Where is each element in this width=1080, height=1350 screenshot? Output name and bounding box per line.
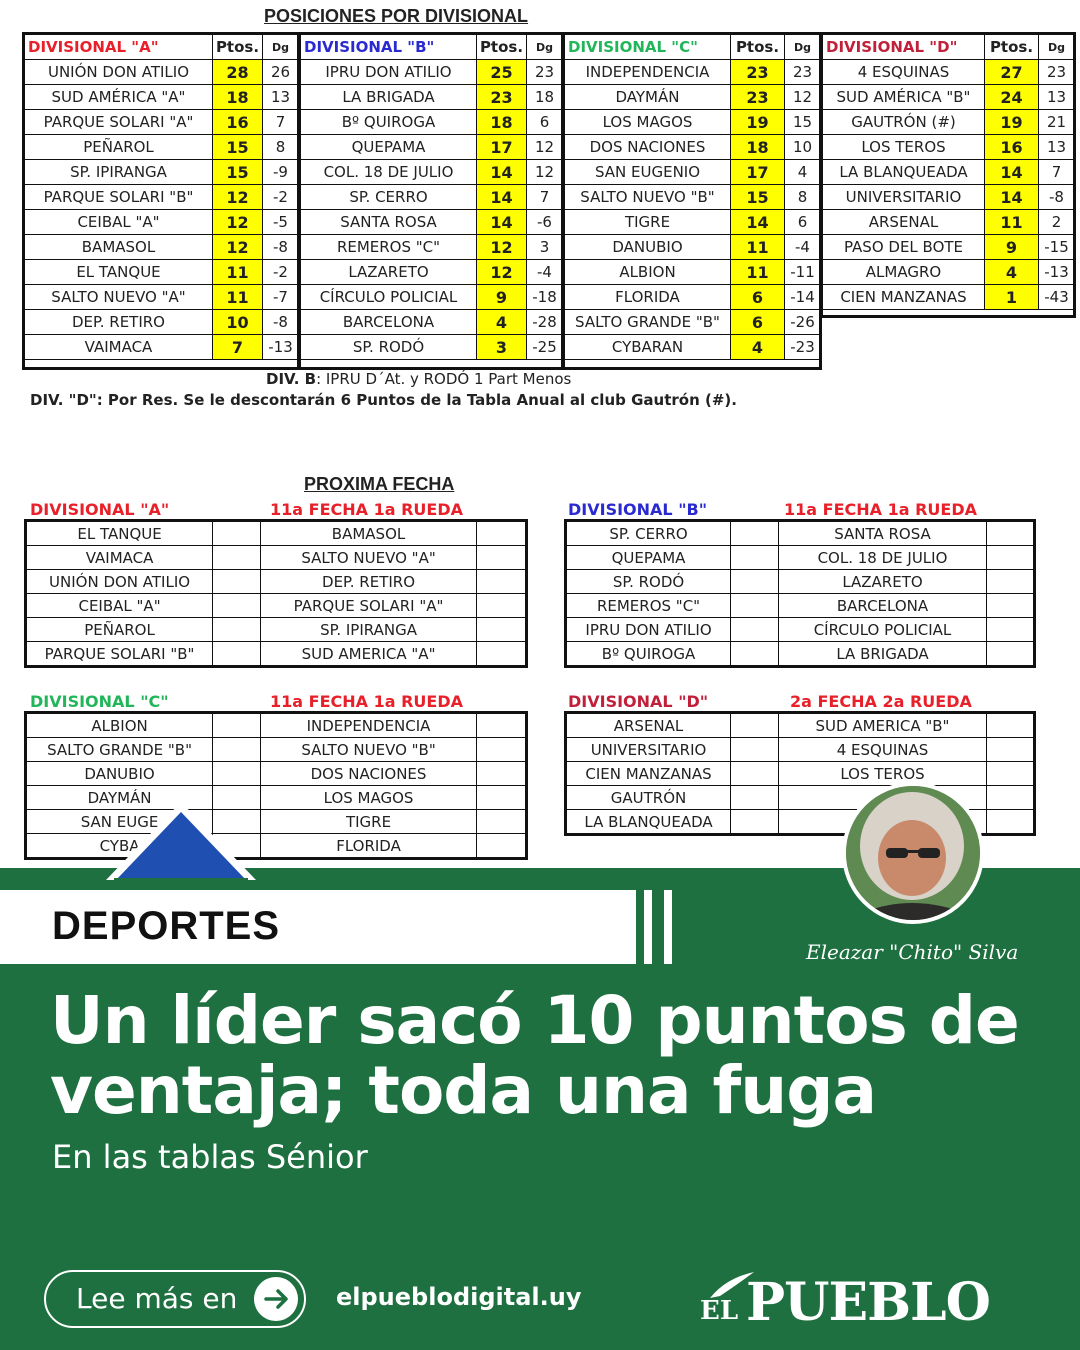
standings-box-b: [298, 32, 564, 370]
away-score-cell: [986, 546, 1034, 570]
division-name: DIVISIONAL "A": [25, 35, 213, 60]
points-cell: 15: [213, 135, 263, 160]
points-cell: 3: [477, 335, 527, 360]
goal-diff-cell: 13: [1039, 85, 1075, 110]
points-cell: 23: [731, 85, 785, 110]
goal-diff-cell: -8: [263, 235, 299, 260]
logo-text: PUEBLO: [746, 1272, 990, 1333]
away-score-cell: [986, 713, 1034, 738]
home-score-cell: [213, 762, 261, 786]
table-row: [566, 618, 1035, 642]
points-cell: 6: [731, 285, 785, 310]
goal-diff-cell: 7: [263, 110, 299, 135]
note-div-d: DIV. "D": Por Res. Se le descontarán 6 Puntos de la Tabla Anual al club Gautrón (#).: [30, 391, 737, 409]
dg-header: Dg: [785, 35, 821, 60]
points-cell: 11: [213, 285, 263, 310]
away-team-cell: INDEPENDENCIA: [261, 713, 476, 738]
away-score-cell: [476, 738, 526, 762]
pts-header: Ptos.: [985, 35, 1039, 60]
points-cell: 4: [477, 310, 527, 335]
team-cell: SAN EUGENIO: [565, 160, 731, 185]
points-cell: 14: [477, 210, 527, 235]
away-score-cell: [476, 546, 526, 570]
site-link[interactable]: elpueblodigital.uy: [336, 1283, 582, 1311]
team-cell: BARCELONA: [301, 310, 477, 335]
home-team-cell: ALBION: [26, 713, 213, 738]
away-score-cell: [476, 642, 526, 667]
away-team-cell: LOS TEROS: [779, 762, 986, 786]
home-score-cell: [731, 738, 779, 762]
division-name: DIVISIONAL "D": [823, 35, 985, 60]
away-team-cell: SP. IPIRANGA: [261, 618, 476, 642]
team-cell: DEP. RETIRO: [25, 310, 213, 335]
team-cell: ARSENAL: [823, 210, 985, 235]
away-team-cell: SALTO NUEVO "A": [261, 546, 476, 570]
table-row: [566, 521, 1035, 546]
points-cell: 23: [477, 85, 527, 110]
away-team-cell: BARCELONA: [779, 594, 986, 618]
pts-header: Ptos.: [477, 35, 527, 60]
team-cell: SP. CERRO: [301, 185, 477, 210]
team-cell: ALBION: [565, 260, 731, 285]
fixture-b-round: 11a FECHA 1a RUEDA: [784, 500, 977, 519]
home-team-cell: DAYMÁN: [26, 786, 213, 810]
goal-diff-cell: -4: [785, 235, 821, 260]
away-team-cell: DEP. RETIRO: [261, 570, 476, 594]
points-cell: 12: [477, 260, 527, 285]
team-cell: SUD AMÉRICA "A": [25, 85, 213, 110]
goal-diff-cell: 15: [785, 110, 821, 135]
away-score-cell: [986, 738, 1034, 762]
fixture-table-b: [564, 519, 1036, 668]
points-cell: 1: [985, 285, 1039, 310]
home-score-cell: [731, 521, 779, 546]
home-team-cell: CEIBAL "A": [26, 594, 213, 618]
goal-diff-cell: -2: [263, 185, 299, 210]
goal-diff-cell: 4: [785, 160, 821, 185]
goal-diff-cell: -9: [263, 160, 299, 185]
goal-diff-cell: -43: [1039, 285, 1075, 310]
goal-diff-cell: -15: [1039, 235, 1075, 260]
points-cell: 19: [985, 110, 1039, 135]
team-cell: DANUBIO: [565, 235, 731, 260]
home-score-cell: [731, 594, 779, 618]
standings-box-a: [22, 32, 300, 370]
points-cell: 11: [731, 260, 785, 285]
table-row: [26, 594, 527, 618]
goal-diff-cell: 26: [263, 60, 299, 85]
goal-diff-cell: 12: [785, 85, 821, 110]
home-team-cell: SAN EUGE: [26, 810, 213, 834]
team-cell: SALTO GRANDE "B": [565, 310, 731, 335]
home-score-cell: [731, 642, 779, 667]
team-cell: SALTO NUEVO "B": [565, 185, 731, 210]
points-cell: 19: [731, 110, 785, 135]
division-name: DIVISIONAL "C": [565, 35, 731, 60]
team-cell: EL TANQUE: [25, 260, 213, 285]
band-stripe: [644, 890, 652, 964]
goal-diff-cell: -26: [785, 310, 821, 335]
goal-diff-cell: 21: [1039, 110, 1075, 135]
table-row: [26, 738, 527, 762]
team-cell: UNIVERSITARIO: [823, 185, 985, 210]
goal-diff-cell: -5: [263, 210, 299, 235]
home-team-cell: Bº QUIROGA: [566, 642, 731, 667]
points-cell: 6: [731, 310, 785, 335]
table-row: [26, 642, 527, 667]
goal-diff-cell: -2: [263, 260, 299, 285]
team-cell: LA BRIGADA: [301, 85, 477, 110]
pts-header: Ptos.: [731, 35, 785, 60]
band-stripe: [664, 890, 672, 964]
home-team-cell: VAIMACA: [26, 546, 213, 570]
goal-diff-cell: -18: [527, 285, 563, 310]
away-score-cell: [986, 618, 1034, 642]
table-row: [566, 713, 1035, 738]
fixture-table-a: [24, 519, 528, 668]
table-row: [26, 521, 527, 546]
home-team-cell: GAUTRÓN: [566, 786, 731, 810]
fixture-c-round: 11a FECHA 1a RUEDA: [270, 692, 463, 711]
home-score-cell: [213, 738, 261, 762]
away-team-cell: BAMASOL: [261, 521, 476, 546]
away-score-cell: [476, 618, 526, 642]
table-row: [566, 642, 1035, 667]
team-cell: TIGRE: [565, 210, 731, 235]
team-cell: UNIÓN DON ATILIO: [25, 60, 213, 85]
home-score-cell: [213, 713, 261, 738]
home-score-cell: [213, 618, 261, 642]
points-cell: 28: [213, 60, 263, 85]
points-cell: 4: [985, 260, 1039, 285]
house-roof-icon: [100, 796, 262, 896]
home-score-cell: [213, 570, 261, 594]
points-cell: 12: [213, 210, 263, 235]
home-team-cell: LA BLANQUEADA: [566, 810, 731, 835]
dg-header: Dg: [263, 35, 299, 60]
home-team-cell: DANUBIO: [26, 762, 213, 786]
home-team-cell: SP. RODÓ: [566, 570, 731, 594]
points-cell: 14: [477, 185, 527, 210]
logo-small-text: EL: [700, 1296, 739, 1326]
away-team-cell: PARQUE SOLARI "A": [261, 594, 476, 618]
home-score-cell: [731, 786, 779, 810]
points-cell: 25: [477, 60, 527, 85]
points-cell: 14: [985, 160, 1039, 185]
home-team-cell: CYBA: [26, 834, 213, 859]
fixture-a-round: 11a FECHA 1a RUEDA: [270, 500, 463, 519]
away-score-cell: [476, 786, 526, 810]
goal-diff-cell: -13: [1039, 260, 1075, 285]
author-name: Eleazar "Chito" Silva: [806, 940, 1019, 964]
team-cell: CÍRCULO POLICIAL: [301, 285, 477, 310]
goal-diff-cell: 23: [527, 60, 563, 85]
home-score-cell: [213, 546, 261, 570]
table-row: [26, 713, 527, 738]
home-team-cell: QUEPAMA: [566, 546, 731, 570]
away-team-cell: 4 ESQUINAS: [779, 738, 986, 762]
away-team-cell: SUD AMERICA "B": [779, 713, 986, 738]
team-cell: DOS NACIONES: [565, 135, 731, 160]
home-score-cell: [731, 810, 779, 835]
pts-header: Ptos.: [213, 35, 263, 60]
fixture-b-division: DIVISIONAL "B": [568, 500, 708, 519]
points-cell: 18: [477, 110, 527, 135]
note-div-b-label: DIV. B: [266, 370, 317, 388]
arrow-right-icon: [254, 1277, 298, 1321]
away-team-cell: FLORIDA: [261, 834, 476, 859]
points-cell: 15: [213, 160, 263, 185]
goal-diff-cell: 13: [263, 85, 299, 110]
team-cell: ALMAGRO: [823, 260, 985, 285]
away-score-cell: [986, 594, 1034, 618]
points-cell: 7: [213, 335, 263, 360]
team-cell: LAZARETO: [301, 260, 477, 285]
goal-diff-cell: 23: [785, 60, 821, 85]
home-team-cell: UNIVERSITARIO: [566, 738, 731, 762]
away-score-cell: [986, 786, 1034, 810]
away-score-cell: [986, 762, 1034, 786]
fixture-d-division: DIVISIONAL "D": [568, 692, 709, 711]
points-cell: 24: [985, 85, 1039, 110]
home-team-cell: REMEROS "C": [566, 594, 731, 618]
note-div-b: [266, 370, 571, 388]
goal-diff-cell: 18: [527, 85, 563, 110]
table-row: [566, 594, 1035, 618]
team-cell: SANTA ROSA: [301, 210, 477, 235]
goal-diff-cell: -4: [527, 260, 563, 285]
goal-diff-cell: -28: [527, 310, 563, 335]
points-cell: 10: [213, 310, 263, 335]
home-team-cell: ARSENAL: [566, 713, 731, 738]
team-cell: CYBARAN: [565, 335, 731, 360]
away-score-cell: [986, 642, 1034, 667]
dg-header: Dg: [1039, 35, 1075, 60]
fixtures-title: PROXIMA FECHA: [304, 474, 455, 494]
goal-diff-cell: -8: [1039, 185, 1075, 210]
table-row: [26, 570, 527, 594]
points-cell: 18: [213, 85, 263, 110]
away-team-cell: SANTA ROSA: [779, 521, 986, 546]
team-cell: 4 ESQUINAS: [823, 60, 985, 85]
goal-diff-cell: 2: [1039, 210, 1075, 235]
home-score-cell: [213, 642, 261, 667]
away-score-cell: [476, 762, 526, 786]
away-score-cell: [476, 594, 526, 618]
team-cell: FLORIDA: [565, 285, 731, 310]
team-cell: SP. IPIRANGA: [25, 160, 213, 185]
away-team-cell: LAZARETO: [779, 570, 986, 594]
goal-diff-cell: -23: [785, 335, 821, 360]
goal-diff-cell: -6: [527, 210, 563, 235]
away-team-cell: SALTO NUEVO "B": [261, 738, 476, 762]
points-cell: 14: [477, 160, 527, 185]
away-score-cell: [986, 570, 1034, 594]
table-row: [26, 762, 527, 786]
avatar: [842, 782, 984, 924]
points-cell: 11: [985, 210, 1039, 235]
goal-diff-cell: 23: [1039, 60, 1075, 85]
fixture-c-division: DIVISIONAL "C": [30, 692, 169, 711]
author-portrait-icon: [846, 786, 980, 920]
team-cell: PARQUE SOLARI "A": [25, 110, 213, 135]
points-cell: 14: [985, 185, 1039, 210]
goal-diff-cell: 6: [785, 210, 821, 235]
team-cell: CEIBAL "A": [25, 210, 213, 235]
home-team-cell: SALTO GRANDE "B": [26, 738, 213, 762]
team-cell: GAUTRÓN (#): [823, 110, 985, 135]
goal-diff-cell: -25: [527, 335, 563, 360]
team-cell: Bº QUIROGA: [301, 110, 477, 135]
goal-diff-cell: 8: [785, 185, 821, 210]
home-team-cell: EL TANQUE: [26, 521, 213, 546]
home-team-cell: PARQUE SOLARI "B": [26, 642, 213, 667]
points-cell: 16: [213, 110, 263, 135]
table-row: [566, 546, 1035, 570]
read-more-label: Lee más en: [76, 1282, 238, 1315]
table-row: [26, 546, 527, 570]
points-cell: 18: [731, 135, 785, 160]
division-name: DIVISIONAL "B": [301, 35, 477, 60]
home-score-cell: [731, 762, 779, 786]
home-team-cell: SP. CERRO: [566, 521, 731, 546]
table-row: [566, 738, 1035, 762]
points-cell: 12: [213, 235, 263, 260]
home-score-cell: [731, 546, 779, 570]
points-cell: 9: [985, 235, 1039, 260]
away-score-cell: [476, 834, 526, 859]
team-cell: INDEPENDENCIA: [565, 60, 731, 85]
goal-diff-cell: 12: [527, 160, 563, 185]
goal-diff-cell: 8: [263, 135, 299, 160]
points-cell: 23: [731, 60, 785, 85]
dg-header: Dg: [527, 35, 563, 60]
home-score-cell: [731, 618, 779, 642]
table-row: [566, 762, 1035, 786]
goal-diff-cell: -7: [263, 285, 299, 310]
points-cell: 12: [477, 235, 527, 260]
team-cell: LOS TEROS: [823, 135, 985, 160]
team-cell: DAYMÁN: [565, 85, 731, 110]
away-team-cell: CÍRCULO POLICIAL: [779, 618, 986, 642]
table-row: [26, 618, 527, 642]
away-team-cell: SUD AMERICA "A": [261, 642, 476, 667]
points-cell: 11: [731, 235, 785, 260]
team-cell: SP. RODÓ: [301, 335, 477, 360]
home-score-cell: [213, 521, 261, 546]
note-div-b-text: : IPRU D´At. y RODÓ 1 Part Menos: [316, 370, 572, 388]
home-team-cell: UNIÓN DON ATILIO: [26, 570, 213, 594]
points-cell: 14: [731, 210, 785, 235]
home-team-cell: IPRU DON ATILIO: [566, 618, 731, 642]
team-cell: IPRU DON ATILIO: [301, 60, 477, 85]
points-cell: 9: [477, 285, 527, 310]
points-cell: 4: [731, 335, 785, 360]
points-cell: 15: [731, 185, 785, 210]
points-cell: 17: [477, 135, 527, 160]
standings-title: POSICIONES POR DIVISIONAL: [264, 6, 529, 26]
away-team-cell: COL. 18 DE JULIO: [779, 546, 986, 570]
away-score-cell: [476, 521, 526, 546]
headline: Un líder sacó 10 puntos de ventaja; toda una fuga: [50, 982, 1019, 1129]
goal-diff-cell: 12: [527, 135, 563, 160]
read-more-button[interactable]: [44, 1270, 306, 1328]
points-cell: 17: [731, 160, 785, 185]
standings-box-c: [562, 32, 822, 370]
team-cell: PASO DEL BOTE: [823, 235, 985, 260]
table-row: [566, 570, 1035, 594]
away-score-cell: [986, 810, 1034, 835]
goal-diff-cell: -14: [785, 285, 821, 310]
team-cell: SALTO NUEVO "A": [25, 285, 213, 310]
goal-diff-cell: 10: [785, 135, 821, 160]
away-score-cell: [476, 810, 526, 834]
team-cell: SUD AMÉRICA "B": [823, 85, 985, 110]
team-cell: LA BLANQUEADA: [823, 160, 985, 185]
team-cell: LOS MAGOS: [565, 110, 731, 135]
el-pueblo-logo: [700, 1270, 1040, 1334]
home-score-cell: [731, 570, 779, 594]
away-team-cell: LA BRIGADA: [779, 642, 986, 667]
goal-diff-cell: -11: [785, 260, 821, 285]
points-cell: 11: [213, 260, 263, 285]
team-cell: CIEN MANZANAS: [823, 285, 985, 310]
away-team-cell: TIGRE: [261, 810, 476, 834]
fixture-d-round: 2a FECHA 2a RUEDA: [790, 692, 972, 711]
points-cell: 27: [985, 60, 1039, 85]
subheadline: En las tablas Sénior: [52, 1138, 368, 1176]
section-label: DEPORTES: [52, 904, 281, 948]
goal-diff-cell: -8: [263, 310, 299, 335]
home-score-cell: [213, 594, 261, 618]
points-cell: 16: [985, 135, 1039, 160]
goal-diff-cell: 13: [1039, 135, 1075, 160]
away-score-cell: [986, 521, 1034, 546]
home-score-cell: [731, 713, 779, 738]
away-score-cell: [476, 713, 526, 738]
away-team-cell: DOS NACIONES: [261, 762, 476, 786]
away-team-cell: LOS MAGOS: [261, 786, 476, 810]
goal-diff-cell: -13: [263, 335, 299, 360]
away-score-cell: [476, 570, 526, 594]
goal-diff-cell: 6: [527, 110, 563, 135]
goal-diff-cell: 7: [1039, 160, 1075, 185]
standings-box-d: [820, 32, 1076, 318]
home-team-cell: CIEN MANZANAS: [566, 762, 731, 786]
team-cell: QUEPAMA: [301, 135, 477, 160]
home-team-cell: PEÑAROL: [26, 618, 213, 642]
team-cell: BAMASOL: [25, 235, 213, 260]
team-cell: PARQUE SOLARI "B": [25, 185, 213, 210]
goal-diff-cell: 7: [527, 185, 563, 210]
fixture-a-division: DIVISIONAL "A": [30, 500, 170, 519]
points-cell: 12: [213, 185, 263, 210]
goal-diff-cell: 3: [527, 235, 563, 260]
team-cell: VAIMACA: [25, 335, 213, 360]
team-cell: COL. 18 DE JULIO: [301, 160, 477, 185]
team-cell: PEÑAROL: [25, 135, 213, 160]
team-cell: REMEROS "C": [301, 235, 477, 260]
